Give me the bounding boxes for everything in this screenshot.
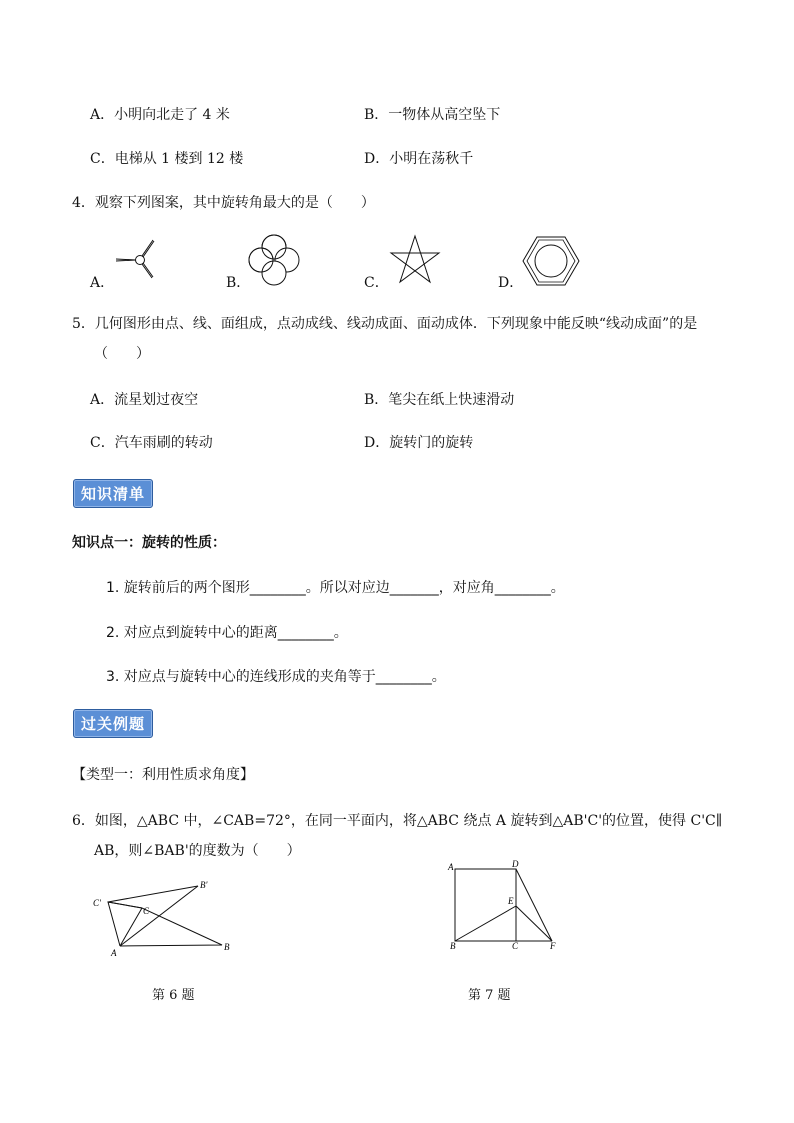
knowledge-heading: 知识点一：旋转的性质：	[72, 535, 226, 551]
q6-line-2: AB，则∠BAB'的度数为（ ）	[94, 843, 301, 859]
q4-label-d: D．	[498, 275, 524, 291]
q5-option-c: C．汽车雨刷的转动	[90, 435, 213, 451]
knowledge-item-3: 3. 对应点与旋转中心的连线形成的夹角等于________。	[106, 669, 446, 685]
q4-stem: 4．观察下列图案，其中旋转角最大的是（ ）	[72, 195, 375, 211]
figure-7-diagram	[446, 858, 566, 951]
q6-line-1: 6．如图，△ABC 中，∠CAB=72°，在同一平面内，将△ABC 绕点 A 旋转到△AB'C'的位置，使得 C'C∥	[72, 813, 723, 829]
knowledge-item-2: 2. 对应点到旋转中心的距离________。	[106, 625, 348, 641]
q3-option-d: D．小明在荡秋千	[364, 151, 474, 167]
fig6-label-c: C	[143, 906, 150, 916]
q5-option-d: D．旋转门的旋转	[364, 435, 474, 451]
q3-option-c: C．电梯从 1 楼到 12 楼	[90, 151, 244, 167]
fig7-label-f: F	[550, 941, 556, 951]
type-heading: 【类型一：利用性质求角度】	[72, 767, 254, 783]
q5-option-b: B．笔尖在纸上快速滑动	[364, 392, 515, 408]
section-badge-examples: 过关例题	[73, 709, 153, 738]
star-icon	[388, 234, 442, 286]
fig7-label-e: E	[508, 896, 514, 906]
section-badge-knowledge: 知识清单	[73, 479, 153, 508]
q5-stem: 5．几何图形由点、线、面组成，点动成线、线动成面、面动成体．下列现象中能反映“线动成面”的是	[72, 316, 698, 332]
fig7-label-c: C	[512, 941, 519, 951]
fig6-label-a: A	[111, 948, 117, 958]
fig7-label-a: A	[448, 862, 454, 872]
hexagon-circle-icon	[522, 234, 580, 288]
q4-label-b: B．	[226, 275, 251, 291]
q4-label-a: A．	[90, 275, 115, 291]
fig7-label-b: B	[450, 941, 456, 951]
q5-option-a: A．流星划过夜空	[90, 392, 199, 408]
q5-paren: （ ）	[94, 346, 150, 362]
three-blade-icon	[112, 236, 162, 286]
fig6-label-c1: C'	[93, 898, 101, 908]
figure-7-caption: 第 7 题	[468, 988, 511, 1003]
q3-option-b: B．一物体从高空坠下	[364, 107, 501, 123]
figure-6-diagram	[88, 878, 238, 960]
q4-label-c: C．	[364, 275, 389, 291]
four-petal-icon	[246, 232, 302, 288]
knowledge-item-1: 1. 旋转前后的两个图形________。所以对应边_______，对应角________。	[106, 580, 565, 596]
q3-option-a: A．小明向北走了 4 米	[90, 107, 230, 123]
fig6-label-b1: B'	[200, 880, 208, 890]
figure-6-caption: 第 6 题	[152, 988, 195, 1003]
fig7-label-d: D	[512, 859, 519, 869]
fig6-label-b: B	[224, 942, 230, 952]
